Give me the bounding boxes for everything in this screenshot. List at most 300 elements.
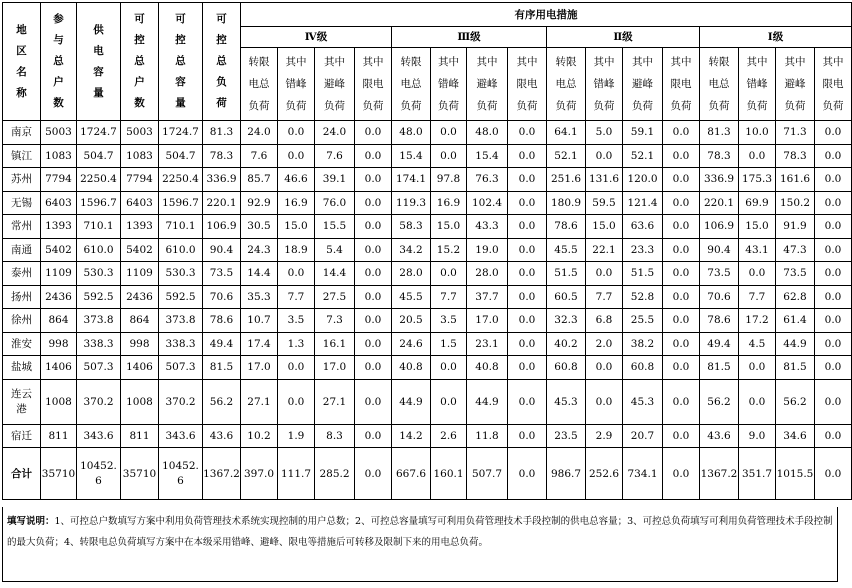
value-cell: 78.3 [700,144,739,168]
subheader-line: 转限 [555,56,577,68]
value-cell: 710.1 [159,215,203,239]
value-cell: 81.5 [203,356,241,380]
header-char: 电 [93,44,104,57]
header-char: 户 [53,76,64,88]
subheader-line: 负荷 [324,100,345,112]
value-cell: 610.0 [159,238,203,262]
value-cell: 24.3 [241,238,278,262]
value-cell: 60.8 [623,356,663,380]
value-cell: 1367.2 [203,448,241,500]
table-row [3,424,852,448]
region-cell: 南京 [3,121,41,145]
value-cell: 49.4 [700,332,739,356]
value-cell: 78.6 [203,309,241,333]
value-cell: 17.0 [315,356,355,380]
header-char: 地 [16,23,27,36]
value-cell [159,448,203,500]
subheader-line: 负荷 [516,100,538,112]
subheader-line: 电总 [555,78,577,90]
table-row [3,309,852,333]
note-label: 填写说明： [7,516,55,527]
value-cell: 60.8 [547,356,586,380]
value-cell: 0.0 [815,144,852,168]
header-char: 数 [53,97,64,109]
subheader-line: 错峰 [285,78,307,90]
value-cell: 27.1 [241,379,278,424]
value-cell: 32.3 [547,309,586,333]
value-cell: 0.0 [815,332,852,356]
value-cell: 530.3 [77,262,121,286]
value-cell: 97.8 [431,168,467,192]
value-cell: 160.1 [431,448,467,500]
value-cell: 7.7 [431,285,467,309]
value-cell: 0.0 [739,356,776,380]
value-cell: 0.0 [508,332,547,356]
value-cell: 0.0 [355,191,392,215]
table-row [3,285,852,309]
subheader-line: 负荷 [784,100,806,112]
value-cell: 70.6 [203,285,241,309]
value-cell: 61.4 [776,309,815,333]
value-cell: 0.0 [663,144,700,168]
value-cell: 0.0 [815,238,852,262]
value-cell: 0.0 [278,356,315,380]
value-cell: 9.0 [739,424,776,448]
value-cell: 1.5 [431,332,467,356]
value-cell: 43.3 [467,215,508,239]
value-cell: 7794 [41,168,77,192]
header-char: 总 [53,55,64,67]
subheader-avoidance [623,48,663,121]
header-char: 容 [93,65,104,78]
value-cell: 106.9 [203,215,241,239]
value-cell: 49.4 [203,332,241,356]
value-cell: 0.0 [508,356,547,380]
value-cell: 986.7 [547,448,586,500]
cell-line: 连云 [11,387,32,400]
value-cell: 0.0 [431,121,467,145]
value-cell: 0.0 [431,379,467,424]
value-cell: 40.8 [467,356,508,380]
header-char: 可 [134,13,145,25]
value-cell: 40.2 [547,332,586,356]
value-cell: 1083 [121,144,159,168]
value-cell: 351.7 [739,448,776,500]
region-cell: 苏州 [3,168,41,192]
header-char: 荷 [216,97,227,109]
value-cell: 0.0 [663,379,700,424]
value-cell: 0.0 [355,448,392,500]
subheader-line: 避峰 [632,78,653,90]
value-cell: 7.6 [315,144,355,168]
value-cell: 28.0 [467,262,508,286]
value-cell: 17.0 [467,309,508,333]
subheader-line: 避峰 [476,78,498,90]
value-cell: 0.0 [663,285,700,309]
value-cell: 25.5 [623,309,663,333]
total-row [3,448,852,500]
value-cell: 504.7 [159,144,203,168]
value-cell: 0.0 [586,262,623,286]
header-char: 可 [216,13,227,25]
subheader-line: 限电 [362,78,384,90]
value-cell: 78.6 [700,309,739,333]
value-cell: 45.5 [547,238,586,262]
header-char: 总 [134,55,145,67]
value-cell: 610.0 [77,238,121,262]
value-cell: 0.0 [355,309,392,333]
region-cell: 合计 [3,448,41,500]
value-cell: 0.0 [663,238,700,262]
header-char: 总 [175,55,186,67]
value-cell: 0.0 [355,356,392,380]
value-cell: 370.2 [159,379,203,424]
value-cell: 370.2 [77,379,121,424]
value-cell: 0.0 [586,144,623,168]
value-cell: 38.2 [623,332,663,356]
subheader-transfer-total [241,48,278,121]
cell-line: 10452. [162,459,199,472]
value-cell: 15.0 [739,215,776,239]
subheader-line: 错峰 [593,78,615,90]
value-cell: 58.3 [392,215,431,239]
value-cell: 373.8 [159,309,203,333]
value-cell: 0.0 [355,424,392,448]
value-cell: 0.0 [355,215,392,239]
value-cell: 0.0 [586,379,623,424]
value-cell: 6403 [121,191,159,215]
subheader-line: 负荷 [822,100,844,112]
value-cell: 0.0 [739,262,776,286]
subheader-restricted [508,48,547,121]
value-cell: 64.1 [547,121,586,145]
value-cell: 1109 [121,262,159,286]
header-char: 控 [216,34,227,46]
value-cell: 43.1 [739,238,776,262]
header-char: 名 [16,65,27,78]
value-cell: 592.5 [159,285,203,309]
value-cell: 0.0 [508,262,547,286]
value-cell: 0.0 [355,121,392,145]
subheader-line: 负荷 [708,100,730,112]
value-cell: 0.0 [508,238,547,262]
value-cell: 7.7 [278,285,315,309]
value-cell: 2436 [121,285,159,309]
value-cell: 81.3 [700,121,739,145]
header-char: 区 [16,44,27,57]
value-cell: 864 [41,309,77,333]
value-cell: 0.0 [663,448,700,500]
value-cell: 0.0 [355,285,392,309]
value-cell: 0.0 [508,309,547,333]
value-cell: 8.3 [315,424,355,448]
subheader-line: 负荷 [476,100,498,112]
region-cell [3,379,41,424]
value-cell: 0.0 [815,309,852,333]
value-cell: 91.9 [776,215,815,239]
value-cell: 180.9 [547,191,586,215]
table-container [2,2,844,548]
value-cell: 44.9 [467,379,508,424]
header-level-4: Ⅳ级 [241,27,392,48]
subheader-transfer-total [700,48,739,121]
value-cell: 0.0 [355,238,392,262]
header-level-2: Ⅱ级 [547,27,700,48]
value-cell: 251.6 [547,168,586,192]
subheader-line: 负荷 [746,100,768,112]
subheader-line: 转限 [400,56,422,68]
value-cell: 23.5 [547,424,586,448]
value-cell: 3.5 [431,309,467,333]
subheader-line: 其中 [784,56,806,68]
table-row [3,332,852,356]
subheader-restricted [663,48,700,121]
value-cell: 1393 [121,215,159,239]
subheader-staggered [586,48,623,121]
value-cell: 22.1 [586,238,623,262]
value-cell: 0.0 [508,424,547,448]
subheader-staggered [431,48,467,121]
value-cell: 52.8 [623,285,663,309]
value-cell: 14.4 [315,262,355,286]
value-cell: 48.0 [392,121,431,145]
region-cell: 宿迁 [3,424,41,448]
subheader-line: 限电 [822,78,844,90]
value-cell: 2250.4 [77,168,121,192]
cell-line: 港 [16,402,27,415]
value-cell: 10.0 [739,121,776,145]
value-cell: 0.0 [586,356,623,380]
subheader-line: 负荷 [400,100,422,112]
subheader-line: 负荷 [632,100,653,112]
table-row [3,215,852,239]
value-cell: 14.2 [392,424,431,448]
value-cell: 0.0 [739,144,776,168]
value-cell: 0.0 [663,356,700,380]
value-cell: 1596.7 [77,191,121,215]
value-cell: 0.0 [663,121,700,145]
subheader-line: 转限 [248,56,270,68]
value-cell: 19.0 [467,238,508,262]
subheader-line: 其中 [324,56,345,68]
value-cell: 507.7 [467,448,508,500]
value-cell: 111.7 [278,448,315,500]
header-char: 与 [53,34,64,46]
subheader-restricted [815,48,852,121]
subheader-line: 其中 [632,56,653,68]
region-cell: 镇江 [3,144,41,168]
value-cell: 0.0 [508,285,547,309]
value-cell: 17.0 [241,356,278,380]
value-cell: 59.1 [623,121,663,145]
value-cell: 15.0 [278,215,315,239]
value-cell: 0.0 [663,309,700,333]
value-cell: 43.6 [203,424,241,448]
value-cell: 336.9 [203,168,241,192]
value-cell: 78.3 [203,144,241,168]
value-cell: 343.6 [77,424,121,448]
value-cell: 4.5 [739,332,776,356]
value-cell: 6.8 [586,309,623,333]
value-cell: 71.3 [776,121,815,145]
value-cell: 5003 [41,121,77,145]
value-cell: 28.0 [392,262,431,286]
value-cell: 1596.7 [159,191,203,215]
value-cell: 734.1 [623,448,663,500]
value-cell: 0.0 [815,285,852,309]
value-cell: 0.0 [355,262,392,286]
value-cell: 15.2 [431,238,467,262]
header-level-1: Ⅰ级 [700,27,852,48]
value-cell: 150.2 [776,191,815,215]
value-cell: 52.1 [547,144,586,168]
value-cell: 0.0 [508,448,547,500]
value-cell: 24.0 [315,121,355,145]
value-cell: 48.0 [467,121,508,145]
header-char: 控 [175,34,186,46]
value-cell: 51.5 [623,262,663,286]
subheader-line: 其中 [670,56,692,68]
value-cell: 864 [121,309,159,333]
value-cell: 121.4 [623,191,663,215]
value-cell: 0.0 [355,144,392,168]
value-cell: 1008 [41,379,77,424]
value-cell: 1.9 [278,424,315,448]
table-row [3,121,852,145]
subheader-line: 负荷 [438,100,459,112]
value-cell: 69.9 [739,191,776,215]
value-cell: 20.5 [392,309,431,333]
value-cell: 220.1 [700,191,739,215]
subheader-line: 其中 [746,56,768,68]
value-cell: 1367.2 [700,448,739,500]
value-cell: 44.9 [776,332,815,356]
region-cell: 徐州 [3,309,41,333]
subheader-line: 其中 [476,56,498,68]
header-char: 控 [134,34,145,46]
value-cell: 2.6 [431,424,467,448]
value-cell: 23.1 [467,332,508,356]
value-cell: 0.0 [815,215,852,239]
value-cell: 56.2 [203,379,241,424]
value-cell: 998 [121,332,159,356]
value-cell: 0.0 [278,262,315,286]
value-cell: 16.1 [315,332,355,356]
value-cell: 5.4 [315,238,355,262]
value-cell: 15.4 [467,144,508,168]
table-row [3,144,852,168]
value-cell: 27.1 [315,379,355,424]
value-cell: 507.3 [77,356,121,380]
header-measures: 有序用电措施 [241,3,852,27]
value-cell: 20.7 [623,424,663,448]
subheader-line: 负荷 [593,100,615,112]
value-cell: 81.5 [700,356,739,380]
value-cell: 60.5 [547,285,586,309]
value-cell: 811 [41,424,77,448]
value-cell: 2250.4 [159,168,203,192]
value-cell: 7794 [121,168,159,192]
region-cell: 淮安 [3,332,41,356]
subheader-line: 负荷 [285,100,307,112]
region-cell: 常州 [3,215,41,239]
value-cell: 63.6 [623,215,663,239]
subheader-line: 负荷 [362,100,384,112]
value-cell: 998 [41,332,77,356]
value-cell: 667.6 [392,448,431,500]
subheader-line: 限电 [516,78,538,90]
value-cell: 2.0 [586,332,623,356]
subheader-line: 其中 [285,56,307,68]
value-cell: 336.9 [700,168,739,192]
value-cell: 0.0 [355,168,392,192]
value-cell: 174.1 [392,168,431,192]
subheader-transfer-total [547,48,586,121]
subheader-line: 限电 [670,78,692,90]
subheader-line: 避峰 [784,78,806,90]
header-char: 可 [175,13,186,25]
value-cell: 0.0 [508,379,547,424]
value-cell: 14.4 [241,262,278,286]
value-cell: 81.5 [776,356,815,380]
table-row [3,168,852,192]
header-capacity [77,3,121,121]
orderly-power-table [2,2,852,500]
value-cell: 5402 [41,238,77,262]
value-cell: 5.0 [586,121,623,145]
subheader-staggered [278,48,315,121]
value-cell: 2.9 [586,424,623,448]
value-cell: 10.7 [241,309,278,333]
value-cell: 0.0 [663,168,700,192]
table-row [3,191,852,215]
value-cell: 0.0 [278,121,315,145]
subheader-line: 电总 [248,78,270,90]
value-cell: 0.0 [278,379,315,424]
subheader-line: 负荷 [248,100,270,112]
value-cell: 35710 [121,448,159,500]
value-cell: 2436 [41,285,77,309]
value-cell: 0.0 [508,168,547,192]
subheader-line: 转限 [708,56,730,68]
subheader-line: 其中 [593,56,615,68]
value-cell: 10.2 [241,424,278,448]
value-cell: 51.5 [547,262,586,286]
cell-line: 6 [177,474,184,487]
value-cell: 161.6 [776,168,815,192]
value-cell: 0.0 [355,332,392,356]
value-cell: 35710 [41,448,77,500]
value-cell: 0.0 [815,448,852,500]
value-cell: 0.0 [663,332,700,356]
table-body [3,121,852,500]
value-cell: 70.6 [700,285,739,309]
value-cell: 62.8 [776,285,815,309]
value-cell: 0.0 [815,356,852,380]
value-cell: 39.1 [315,168,355,192]
value-cell: 0.0 [663,262,700,286]
value-cell: 0.0 [431,144,467,168]
subheader-line: 负荷 [555,100,577,112]
value-cell: 92.9 [241,191,278,215]
value-cell: 3.5 [278,309,315,333]
region-cell: 南通 [3,238,41,262]
value-cell: 24.0 [241,121,278,145]
value-cell: 710.1 [77,215,121,239]
value-cell: 15.5 [315,215,355,239]
value-cell: 45.3 [623,379,663,424]
subheader-line: 负荷 [670,100,692,112]
